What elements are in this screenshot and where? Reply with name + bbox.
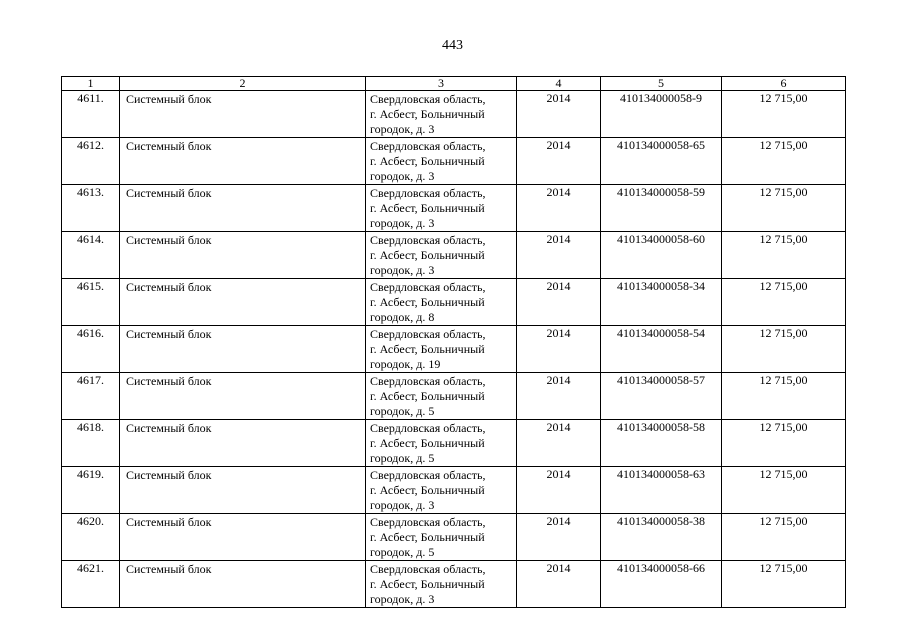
item-cost: 12 715,00 xyxy=(722,91,846,138)
item-address xyxy=(366,232,517,279)
row-number: 4618. xyxy=(62,420,120,467)
item-name: Системный блок xyxy=(120,138,366,185)
item-address xyxy=(366,373,517,420)
item-year: 2014 xyxy=(517,232,601,279)
address-line: г. Асбест, Больничный xyxy=(370,201,485,215)
address-line: Свердловская область, xyxy=(370,421,486,435)
item-address xyxy=(366,91,517,138)
item-year: 2014 xyxy=(517,138,601,185)
address-line: Свердловская область, xyxy=(370,186,486,200)
item-year: 2014 xyxy=(517,279,601,326)
item-address xyxy=(366,185,517,232)
table-row xyxy=(62,185,846,232)
row-number: 4614. xyxy=(62,232,120,279)
row-number: 4617. xyxy=(62,373,120,420)
table-row xyxy=(62,561,846,608)
address-line: городок, д. 8 xyxy=(370,310,435,324)
header-row xyxy=(62,77,846,91)
item-name: Системный блок xyxy=(120,91,366,138)
address-line: г. Асбест, Больничный xyxy=(370,483,485,497)
item-name: Системный блок xyxy=(120,185,366,232)
item-cost: 12 715,00 xyxy=(722,232,846,279)
item-cost: 12 715,00 xyxy=(722,467,846,514)
item-address xyxy=(366,420,517,467)
item-address xyxy=(366,514,517,561)
column-header-1: 1 xyxy=(62,77,120,91)
address-line: г. Асбест, Больничный xyxy=(370,295,485,309)
item-cost: 12 715,00 xyxy=(722,138,846,185)
item-cost: 12 715,00 xyxy=(722,279,846,326)
table-body xyxy=(62,91,846,608)
address-line: городок, д. 3 xyxy=(370,498,435,512)
inventory-number: 410134000058-58 xyxy=(601,420,722,467)
address-line: Свердловская область, xyxy=(370,139,486,153)
column-header-5: 5 xyxy=(601,77,722,91)
inventory-number: 410134000058-38 xyxy=(601,514,722,561)
inventory-number: 410134000058-59 xyxy=(601,185,722,232)
page-number: 443 xyxy=(442,38,463,53)
address-line: городок, д. 3 xyxy=(370,122,435,136)
address-line: городок, д. 3 xyxy=(370,263,435,277)
item-cost: 12 715,00 xyxy=(722,514,846,561)
row-number: 4611. xyxy=(62,91,120,138)
item-cost: 12 715,00 xyxy=(722,185,846,232)
item-name: Системный блок xyxy=(120,326,366,373)
item-cost: 12 715,00 xyxy=(722,373,846,420)
inventory-number: 410134000058-65 xyxy=(601,138,722,185)
item-name: Системный блок xyxy=(120,420,366,467)
item-name: Системный блок xyxy=(120,232,366,279)
row-number: 4619. xyxy=(62,467,120,514)
table-header xyxy=(62,77,846,91)
column-header-6: 6 xyxy=(722,77,846,91)
column-header-4: 4 xyxy=(517,77,601,91)
row-number: 4621. xyxy=(62,561,120,608)
inventory-number: 410134000058-34 xyxy=(601,279,722,326)
table-row xyxy=(62,420,846,467)
item-year: 2014 xyxy=(517,420,601,467)
address-line: Свердловская область, xyxy=(370,468,486,482)
row-number: 4620. xyxy=(62,514,120,561)
table-row xyxy=(62,514,846,561)
row-number: 4613. xyxy=(62,185,120,232)
table-row xyxy=(62,232,846,279)
address-line: городок, д. 5 xyxy=(370,545,435,559)
table-row xyxy=(62,279,846,326)
address-line: Свердловская область, xyxy=(370,327,486,341)
item-name: Системный блок xyxy=(120,373,366,420)
address-line: городок, д. 3 xyxy=(370,592,435,606)
table-row xyxy=(62,373,846,420)
item-year: 2014 xyxy=(517,91,601,138)
inventory-number: 410134000058-9 xyxy=(601,91,722,138)
item-year: 2014 xyxy=(517,514,601,561)
address-line: г. Асбест, Больничный xyxy=(370,154,485,168)
item-address xyxy=(366,279,517,326)
column-header-2: 2 xyxy=(120,77,366,91)
address-line: г. Асбест, Больничный xyxy=(370,107,485,121)
address-line: г. Асбест, Больничный xyxy=(370,577,485,591)
address-line: г. Асбест, Больничный xyxy=(370,342,485,356)
item-cost: 12 715,00 xyxy=(722,420,846,467)
item-year: 2014 xyxy=(517,467,601,514)
item-address xyxy=(366,326,517,373)
table-row xyxy=(62,138,846,185)
address-line: Свердловская область, xyxy=(370,515,486,529)
address-line: Свердловская область, xyxy=(370,562,486,576)
column-header-3: 3 xyxy=(366,77,517,91)
item-address xyxy=(366,138,517,185)
inventory-number: 410134000058-57 xyxy=(601,373,722,420)
inventory-number: 410134000058-63 xyxy=(601,467,722,514)
item-address xyxy=(366,467,517,514)
address-line: г. Асбест, Больничный xyxy=(370,389,485,403)
item-name: Системный блок xyxy=(120,467,366,514)
item-name: Системный блок xyxy=(120,561,366,608)
item-year: 2014 xyxy=(517,326,601,373)
item-cost: 12 715,00 xyxy=(722,561,846,608)
item-name: Системный блок xyxy=(120,514,366,561)
item-name: Системный блок xyxy=(120,279,366,326)
table-row xyxy=(62,326,846,373)
address-line: Свердловская область, xyxy=(370,92,486,106)
inventory-number: 410134000058-60 xyxy=(601,232,722,279)
address-line: городок, д. 3 xyxy=(370,216,435,230)
address-line: городок, д. 5 xyxy=(370,404,435,418)
inventory-number: 410134000058-66 xyxy=(601,561,722,608)
item-year: 2014 xyxy=(517,185,601,232)
item-year: 2014 xyxy=(517,373,601,420)
address-line: городок, д. 5 xyxy=(370,451,435,465)
table-row xyxy=(62,91,846,138)
address-line: г. Асбест, Больничный xyxy=(370,436,485,450)
row-number: 4615. xyxy=(62,279,120,326)
item-address xyxy=(366,561,517,608)
inventory-number: 410134000058-54 xyxy=(601,326,722,373)
address-line: г. Асбест, Больничный xyxy=(370,530,485,544)
address-line: Свердловская область, xyxy=(370,374,486,388)
address-line: городок, д. 3 xyxy=(370,169,435,183)
address-line: г. Асбест, Больничный xyxy=(370,248,485,262)
item-cost: 12 715,00 xyxy=(722,326,846,373)
row-number: 4616. xyxy=(62,326,120,373)
address-line: городок, д. 19 xyxy=(370,357,441,371)
address-line: Свердловская область, xyxy=(370,280,486,294)
row-number: 4612. xyxy=(62,138,120,185)
table-row xyxy=(62,467,846,514)
item-year: 2014 xyxy=(517,561,601,608)
address-line: Свердловская область, xyxy=(370,233,486,247)
property-register-table xyxy=(61,76,846,608)
